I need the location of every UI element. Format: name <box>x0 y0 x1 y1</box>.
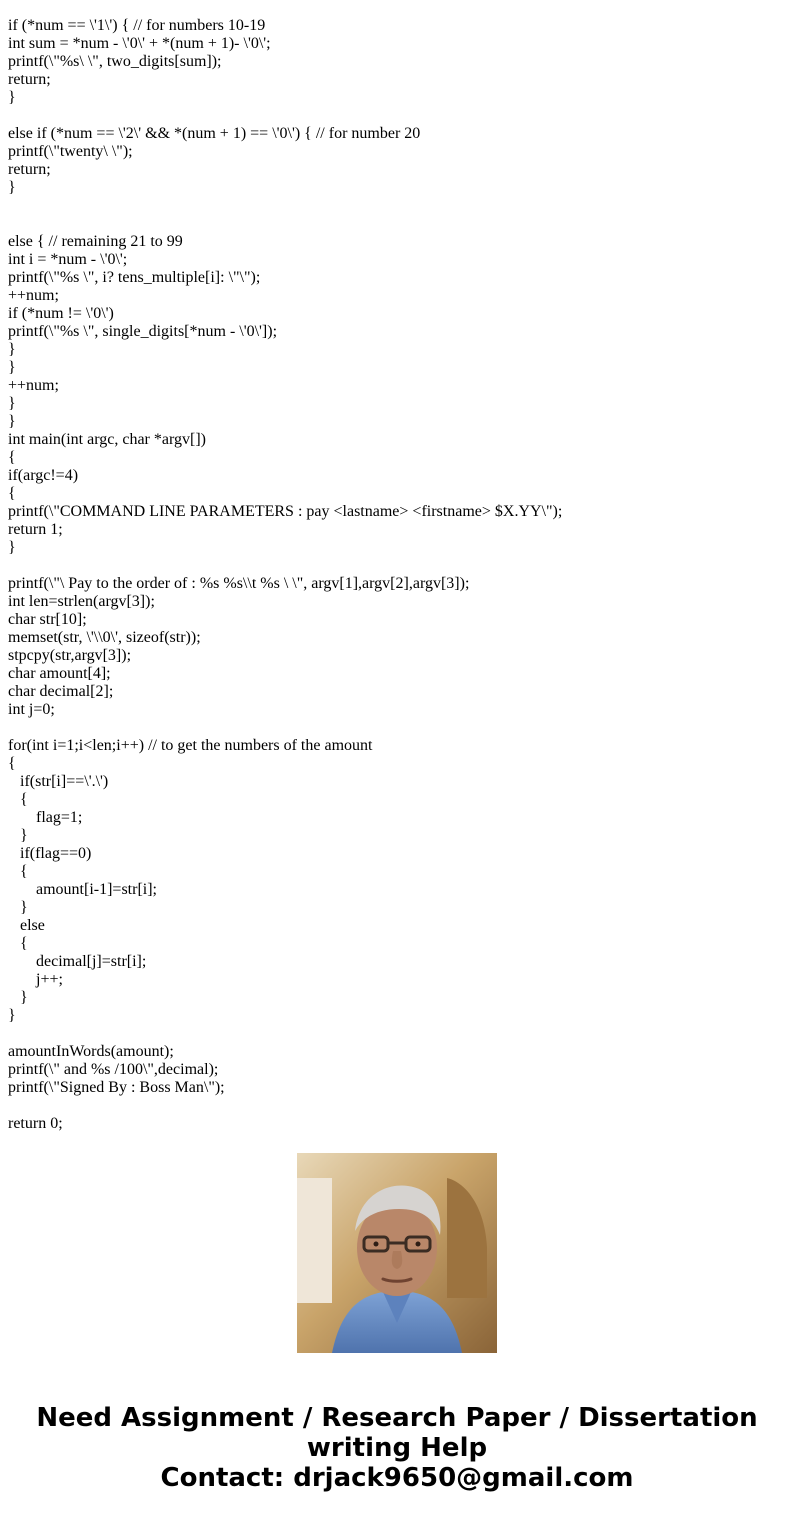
code-line: stpcpy(str,argv[3]); <box>8 647 132 664</box>
code-line: char decimal[2]; <box>8 683 114 700</box>
code-line: if (*num == \'1\') { // for numbers 10-19 <box>8 17 266 34</box>
code-line: { <box>8 755 16 772</box>
code-line <box>8 107 788 125</box>
code-line: int sum = *num - \'0\' + *(num + 1)- \'0\'; <box>8 35 271 52</box>
code-line: { <box>8 485 16 502</box>
code-line: { <box>8 935 28 952</box>
code-line: } <box>8 341 16 358</box>
help-banner-contact: Contact: drjack9650@gmail.com <box>160 1463 634 1493</box>
code-line <box>8 197 788 215</box>
code-line: } <box>8 989 28 1006</box>
code-line: int len=strlen(argv[3]); <box>8 593 155 610</box>
code-line: } <box>8 899 28 916</box>
code-line: printf(\"Signed By : Boss Man\"); <box>8 1079 225 1096</box>
code-line: } <box>8 359 16 376</box>
code-line: } <box>8 413 16 430</box>
code-line: char amount[4]; <box>8 665 111 682</box>
code-line: return; <box>8 71 51 88</box>
code-line: return; <box>8 161 51 178</box>
code-line: } <box>8 89 16 106</box>
code-line: char str[10]; <box>8 611 87 628</box>
code-line: printf(\"twenty\ \"); <box>8 143 133 160</box>
code-line: int j=0; <box>8 701 55 718</box>
code-line <box>8 1025 788 1043</box>
help-banner-line-1: Need Assignment / Research Paper / Dissertation <box>36 1403 758 1433</box>
code-line: flag=1; <box>8 809 83 826</box>
code-line: printf(\" and %s /100\",decimal); <box>8 1061 219 1078</box>
code-line: } <box>8 827 28 844</box>
help-banner <box>0 1403 794 1493</box>
profile-photo-icon <box>297 1153 497 1353</box>
code-line: if(str[i]==\'.\') <box>8 773 109 790</box>
code-line: return 1; <box>8 521 63 538</box>
code-line: ++num; <box>8 287 59 304</box>
code-line: else <box>8 917 45 934</box>
author-avatar <box>297 1153 497 1353</box>
code-line: printf(\"%s\ \", two_digits[sum]); <box>8 53 222 70</box>
code-line: if(argc!=4) <box>8 467 79 484</box>
code-line: printf(\"%s \", i? tens_multiple[i]: \"\"); <box>8 269 261 286</box>
code-line: else if (*num == \'2\' && *(num + 1) == \'0\') { // for number 20 <box>8 125 421 142</box>
code-line <box>8 557 788 575</box>
code-line: decimal[j]=str[i]; <box>8 953 147 970</box>
code-line: j++; <box>8 971 63 988</box>
code-line: printf(\"%s \", single_digits[*num - \'0\']); <box>8 323 278 340</box>
code-line: if (*num != \'0\') <box>8 305 114 322</box>
code-line: memset(str, \'\\0\', sizeof(str)); <box>8 629 201 646</box>
code-line: } <box>8 1007 16 1024</box>
code-line: printf(\"COMMAND LINE PARAMETERS : pay <lastname> <firstname> $X.YY\"); <box>8 503 563 520</box>
code-line: int i = *num - \'0\'; <box>8 251 128 268</box>
code-line: } <box>8 539 16 556</box>
code-line <box>8 1097 788 1115</box>
code-line: amount[i-1]=str[i]; <box>8 881 157 898</box>
code-listing <box>8 17 788 1132</box>
code-line: for(int i=1;i<len;i++) // to get the numbers of the amount <box>8 737 373 754</box>
code-line: return 0; <box>8 1115 63 1132</box>
code-line: { <box>8 449 16 466</box>
code-line: else { // remaining 21 to 99 <box>8 233 183 250</box>
code-line: { <box>8 863 28 880</box>
code-line <box>8 719 788 737</box>
code-line: } <box>8 179 16 196</box>
code-line <box>8 215 788 233</box>
help-banner-line-2: writing Help <box>306 1433 488 1463</box>
code-line: printf(\"\ Pay to the order of : %s %s\\t %s \ \", argv[1],argv[2],argv[3]); <box>8 575 470 592</box>
code-line: if(flag==0) <box>8 845 92 862</box>
code-line: } <box>8 395 16 412</box>
code-line: int main(int argc, char *argv[]) <box>8 431 206 448</box>
code-line: { <box>8 791 28 808</box>
code-line: ++num; <box>8 377 59 394</box>
code-line: amountInWords(amount); <box>8 1043 174 1060</box>
